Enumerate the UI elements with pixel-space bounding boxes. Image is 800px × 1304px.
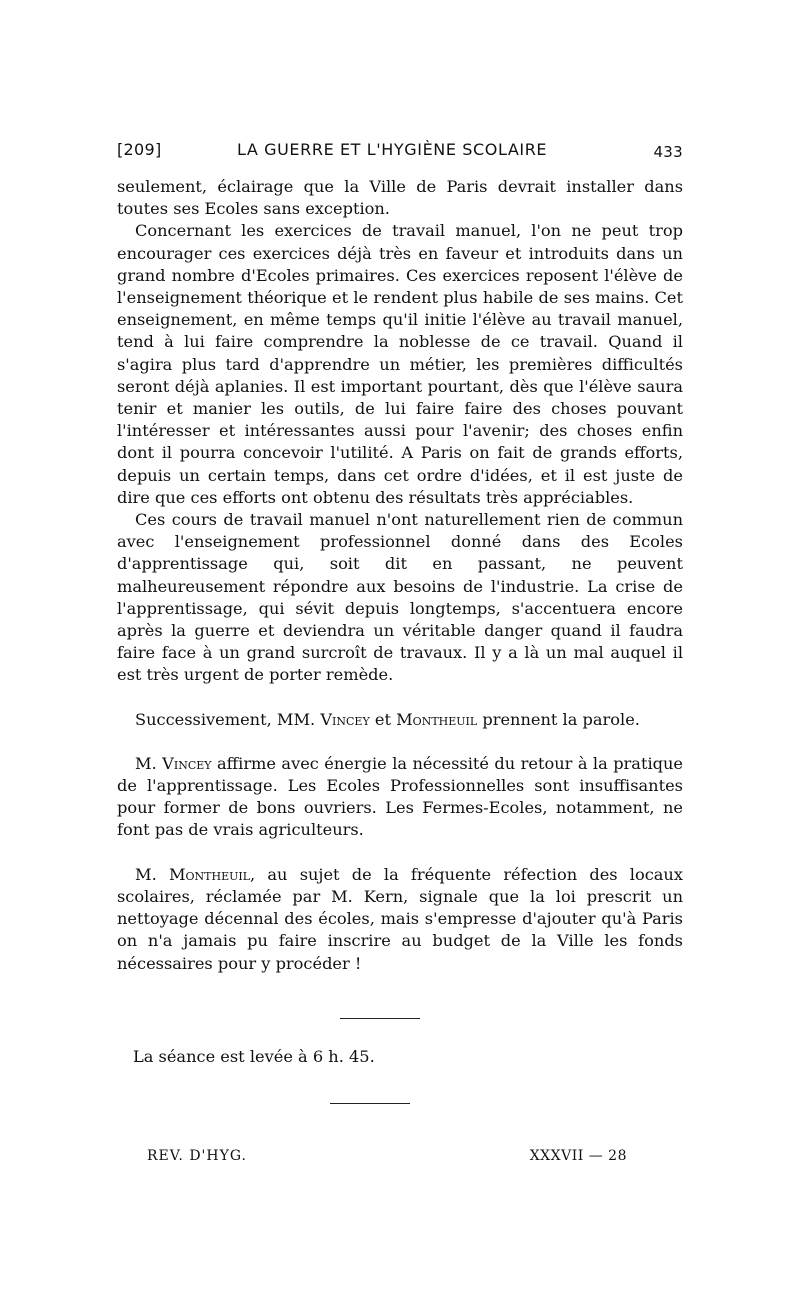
montheuil-statement: , au sujet de la fréquente réfection des locaux scolaires, réclamée par M. Kern, signale que la loi prescrit un nettoyage décennal des écoles, mais s'empresse d'ajouter qu'à Paris on n'a jamais pu faire inscrire au budget de la Ville les fonds nécessaires pour y procéder ! <box>117 864 683 973</box>
separator-rule <box>330 1103 410 1104</box>
body-text <box>117 176 683 975</box>
speakers-intro: Successivement, MM. <box>135 709 321 729</box>
speakers-conjunction: et <box>369 709 397 729</box>
speaker-name-montheuil: Montheuil <box>396 709 478 729</box>
section-reference: [209] <box>117 140 162 159</box>
page-footer <box>147 1148 627 1172</box>
paragraph-apprenticeship: Ces cours de travail manuel n'ont naturellement rien de commun avec l'enseignement professionnel donné dans des Ecoles d'apprentissage qui, soit dit en passant, ne peuvent malheureusement répondre aux besoins de l'industrie. La crise de l'apprentissage, qui sévit depuis longtemps, s'accentuera encore après la guerre et deviendra un véritable danger quand il faudra faire face à un grand surcroît de travaux. Il y a là un mal auquel il est très urgent de porter remède. <box>117 510 683 685</box>
vincey-prefix: M. <box>135 753 163 773</box>
journal-signature: REV. D'HYG. <box>147 1148 247 1164</box>
running-header <box>117 140 683 166</box>
paragraph-continuation: seulement, éclairage que la Ville de Paris devrait installer dans toutes ses Ecoles sans exception. <box>117 177 683 219</box>
speaker-name-vincey: Vincey <box>320 709 370 729</box>
speakers-outro: prennent la parole. <box>477 709 640 729</box>
vincey-name: Vincey <box>162 753 212 773</box>
running-title: LA GUERRE ET L'HYGIÈNE SCOLAIRE <box>237 140 548 159</box>
separator-rule <box>340 1018 420 1019</box>
paragraph-manual-work: Concernant les exercices de travail manuel, l'on ne peut trop encourager ces exercices déjà très en faveur et introduits dans un grand nombre d'Ecoles primaires. Ces exercices reposent l'élève de l'enseignement théorique et le rendent plus habile de ses mains. Cet enseignement, en même temps qu'il initie l'élève au travail manuel, tend à lui faire comprendre la noblesse de ce travail. Quand il s'agira plus tard d'apprendre un métier, les premières difficultés seront déjà aplanies. Il est important pourtant, dès que l'élève saura tenir et manier les outils, de lui faire faire des choses pouvant l'intéresser et intéressantes aussi pour l'avenir; des choses enfin dont il pourra concevoir l'utilité. A Paris on fait de grands efforts, depuis un certain temps, dans cet ordre d'idées, et il est juste de dire que ces efforts ont obtenu des résultats très appréciables. <box>117 221 683 507</box>
montheuil-prefix: M. <box>135 864 169 884</box>
paragraph-montheuil <box>117 864 683 975</box>
closing-line: La séance est levée à 6 h. 45. <box>133 1047 375 1066</box>
page-number: 433 <box>653 143 683 161</box>
paragraph-vincey <box>117 753 683 842</box>
montheuil-name: Montheuil <box>168 864 251 884</box>
vincey-statement: affirme avec énergie la nécessité du retour à la pratique de l'apprentissage. Les Ecoles Professionnelles sont insuffisantes pour former de bons ouvriers. Les Fermes-Ecoles, notamment, ne font pas de vrais agriculteurs. <box>117 753 683 840</box>
paragraph-speakers <box>117 709 683 731</box>
volume-signature: XXXVII — 28 <box>529 1148 627 1164</box>
